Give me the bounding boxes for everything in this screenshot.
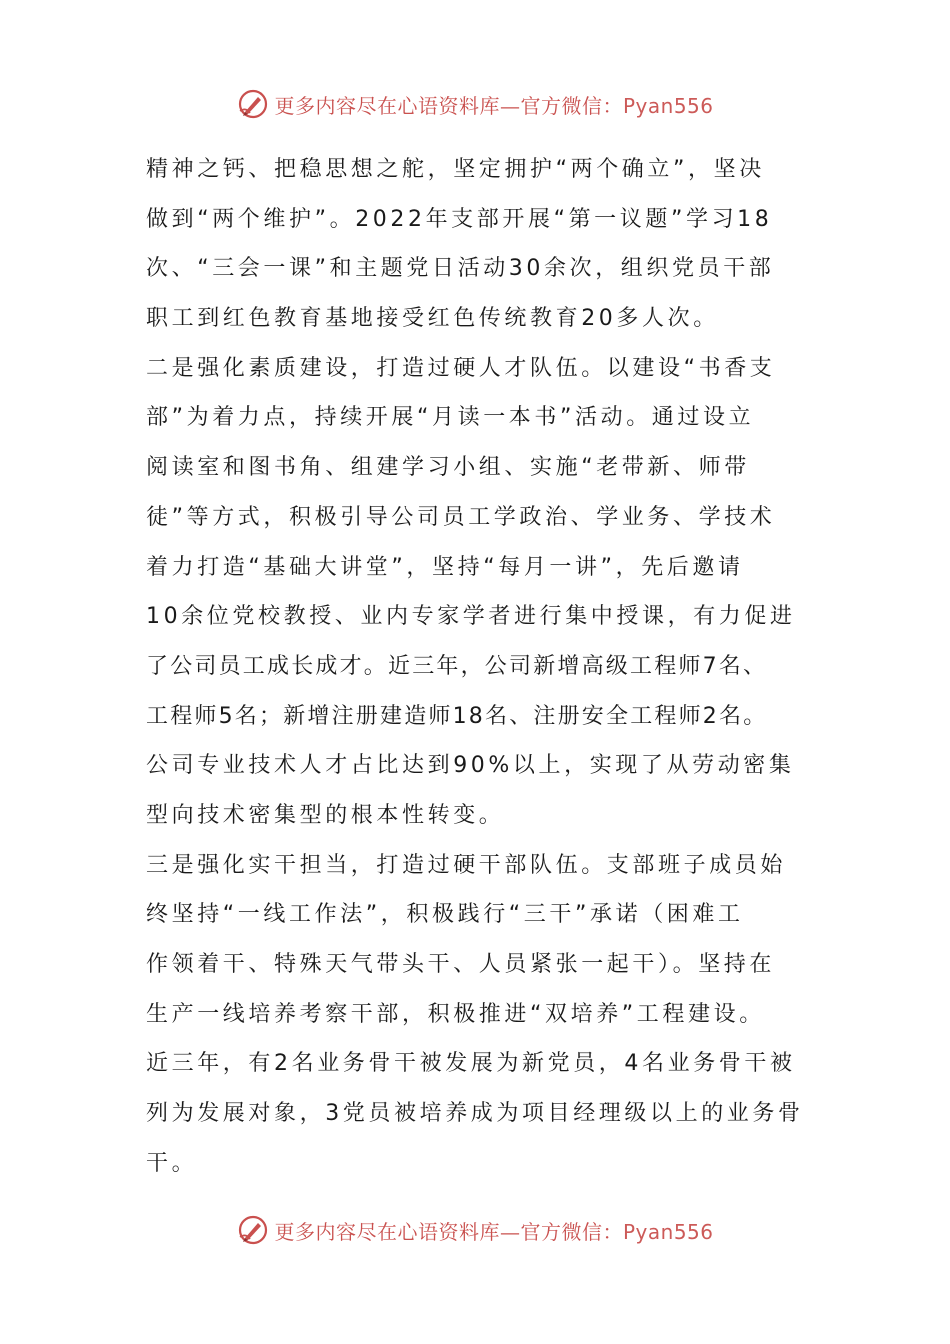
text-line: 了公司员工成长成才。近三年，公司新增高级工程师7名、 bbox=[146, 653, 768, 679]
text-line: 精神之钙、把稳思想之舵，坚定拥护“两个确立”，坚决 bbox=[146, 157, 765, 182]
text-line: 列为发展对象，3党员被培养成为项目经理级以上的业务骨 bbox=[146, 1101, 804, 1127]
text-line: 职工到红色教育基地接受红色传统教育20多人次。 bbox=[146, 306, 719, 332]
watermark-text: 更多内容尽在心语资料库—官方微信： bbox=[274, 93, 623, 118]
text-line: 终坚持“一线工作法”，积极践行“三干”承诺（困难工 bbox=[146, 902, 744, 928]
text-line: 徒”等方式，积极引导公司员工学政治、学业务、学技术 bbox=[146, 504, 776, 530]
watermark-text: 更多内容尽在心语资料库—官方微信： bbox=[274, 1219, 623, 1244]
text-line: 公司专业技术人才占比达到90%以上，实现了从劳动密集 bbox=[146, 753, 795, 779]
text-line: 型向技术密集型的根本性转变。 bbox=[146, 802, 505, 828]
text-line: 10余位党校教授、业内专家学者进行集中授课，有力促进 bbox=[146, 604, 796, 630]
text-line: 生产一线培养考察干部，积极推进“双培养”工程建设。 bbox=[146, 1001, 765, 1027]
text-line: 部”为着力点，持续开展“月读一本书”活动。通过设立 bbox=[146, 405, 755, 431]
body-text bbox=[146, 145, 818, 1188]
text-line: 次、“三会一课”和主题党日活动30余次，组织党员干部 bbox=[146, 256, 775, 282]
text-line: 近三年，有2名业务骨干被发展为新党员，4名业务骨干被 bbox=[146, 1051, 796, 1077]
text-line: 作领着干、特殊天气带头干、人员紧张一起干）。坚持在 bbox=[146, 952, 776, 977]
pen-logo-icon bbox=[236, 87, 270, 121]
pen-logo-icon bbox=[236, 1213, 270, 1247]
watermark-wechat-id: Pyan556 bbox=[622, 93, 714, 118]
text-line: 干。 bbox=[146, 1150, 198, 1176]
text-line: 着力打造“基础大讲堂”，坚持“每月一讲”，先后邀请 bbox=[146, 554, 744, 580]
text-line: 工程师5名；新增注册建造师18名、注册安全工程师2名。 bbox=[146, 703, 768, 729]
text-line: 做到“两个维护”。2022年支部开展“第一议题”学习18 bbox=[146, 206, 773, 232]
text-line: 阅读室和图书角、组建学习小组、实施“老带新、师带 bbox=[146, 455, 750, 481]
paragraph-start-line: 二是强化素质建设，打造过硬人才队伍。以建设“书香支 bbox=[146, 355, 776, 381]
watermark-wechat-id: Pyan556 bbox=[622, 1219, 714, 1244]
paragraph-start-line: 三是强化实干担当，打造过硬干部队伍。支部班子成员始 bbox=[146, 852, 787, 878]
header-watermark bbox=[0, 84, 950, 124]
footer-watermark bbox=[0, 1210, 950, 1250]
